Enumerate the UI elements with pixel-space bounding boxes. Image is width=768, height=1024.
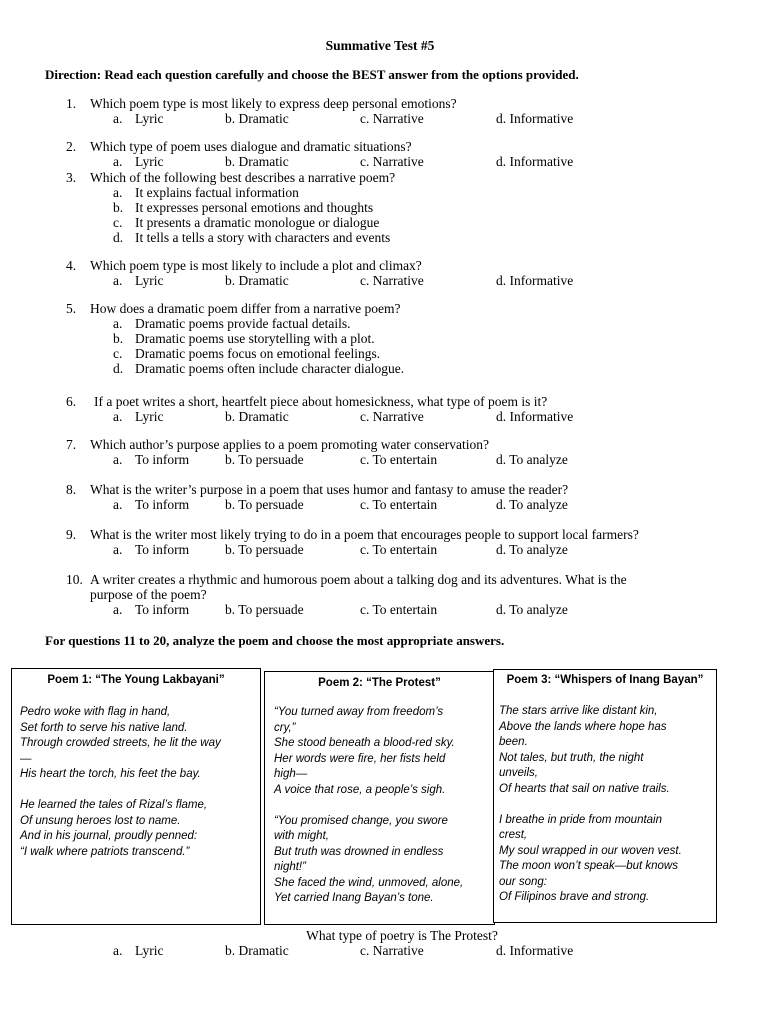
option-letter: b. <box>113 200 124 215</box>
option-c: c. Narrative <box>360 154 424 169</box>
option-a: Lyric <box>135 409 164 424</box>
option-a-letter: a. <box>113 542 123 557</box>
option-c: c. Narrative <box>360 111 424 126</box>
option-d: d. Informative <box>496 154 574 169</box>
list-option-d <box>0 230 760 245</box>
question-text: How does a dramatic poem differ from a narrative poem? <box>90 301 401 316</box>
option-row <box>0 497 760 512</box>
option-a: Lyric <box>135 273 164 288</box>
option-a: Lyric <box>135 943 164 958</box>
option-text: Dramatic poems use storytelling with a plot. <box>135 331 375 346</box>
option-letter: d. <box>113 230 124 245</box>
option-text: It tells a tells a story with characters and events <box>135 230 391 245</box>
poem-line: Above the lands where hope has <box>499 720 667 733</box>
poem-1-stanza-1 <box>20 705 260 783</box>
option-a-letter: a. <box>113 409 123 424</box>
option-a: To inform <box>135 497 190 512</box>
option-c: c. Narrative <box>360 943 424 958</box>
question-number: 10. <box>66 572 83 587</box>
option-c: c. Narrative <box>360 273 424 288</box>
option-a: Lyric <box>135 154 164 169</box>
poem-2-stanza-1 <box>274 705 494 798</box>
poem-line: crest, <box>499 829 528 841</box>
question-2 <box>0 139 760 169</box>
option-a-letter: a. <box>113 497 123 512</box>
question-number: 8. <box>66 482 77 497</box>
poem-line: “You turned away from freedom’s <box>274 706 444 718</box>
poem-line: Not tales, but truth, the night <box>499 751 644 764</box>
poem-line: unveils, <box>499 767 538 779</box>
option-row <box>0 111 760 126</box>
list-option-a <box>0 185 760 200</box>
option-d: d. To analyze <box>496 452 568 467</box>
option-b: b. To persuade <box>225 542 304 557</box>
poem-line: Yet carried Inang Bayan’s tone. <box>274 892 434 904</box>
option-d: d. Informative <box>496 409 574 424</box>
question-text: What is the writer most likely trying to do in a poem that encourages people to support local farmers? <box>90 527 639 542</box>
option-d: d. To analyze <box>496 497 568 512</box>
option-b: b. Dramatic <box>225 409 289 424</box>
poem-line: our song: <box>499 875 547 888</box>
option-c: c. To entertain <box>360 602 438 617</box>
poem-line: “I walk where patriots transcend.” <box>20 845 190 858</box>
list-option-a <box>0 316 760 331</box>
poem-3-stanza-2 <box>499 813 716 906</box>
question-text: What is the writer’s purpose in a poem that uses humor and fantasy to amuse the reader? <box>90 482 569 497</box>
option-b: b. To persuade <box>225 602 304 617</box>
poem-line: “You promised change, you swore <box>274 814 448 827</box>
option-row <box>0 542 760 557</box>
question-3 <box>0 170 760 245</box>
question-number: 2. <box>66 139 77 154</box>
list-option-b <box>0 331 760 346</box>
poem-1-box <box>11 668 261 925</box>
question-number: 3. <box>66 170 77 185</box>
option-c: c. To entertain <box>360 542 438 557</box>
poem-2-stanza-2 <box>274 814 494 907</box>
poem-line: But truth was drowned in endless <box>274 845 444 858</box>
poem-line: cry,” <box>274 721 296 734</box>
poem-1-stanza-2 <box>20 798 260 860</box>
poem-line: high— <box>274 768 308 780</box>
poem-line: And in his journal, proudly penned: <box>20 830 198 842</box>
option-d: d. Informative <box>496 943 574 958</box>
list-option-c <box>0 346 760 361</box>
option-letter: c. <box>113 346 123 361</box>
question-5 <box>0 301 760 376</box>
poem-line: Of hearts that sail on native trails. <box>499 782 670 795</box>
option-a-letter: a. <box>113 943 123 958</box>
poem-3-title: Poem 3: “Whispers of Inang Bayan” <box>506 674 704 686</box>
poem-3-box <box>493 669 717 923</box>
question-text-continued: purpose of the poem? <box>90 587 207 602</box>
option-text: Dramatic poems provide factual details. <box>135 316 351 331</box>
option-row <box>0 943 760 958</box>
poem-line: Through crowded streets, he lit the way <box>20 737 221 749</box>
option-row <box>0 409 760 424</box>
option-d: d. To analyze <box>496 602 568 617</box>
question-number: 7. <box>66 437 77 452</box>
option-text: It expresses personal emotions and thoughts <box>135 200 374 215</box>
option-b: b. Dramatic <box>225 943 289 958</box>
question-number: 1. <box>66 96 77 111</box>
question-number: 9. <box>66 527 77 542</box>
poem-line: She faced the wind, unmoved, alone, <box>274 876 464 889</box>
question-11-text: What type of poetry is The Protest? <box>306 928 498 943</box>
option-row <box>0 154 760 169</box>
option-d: d. Informative <box>496 111 574 126</box>
option-letter: b. <box>113 331 124 346</box>
question-text: Which poem type is most likely to include a plot and climax? <box>90 258 422 273</box>
question-number: 6. <box>66 394 77 409</box>
poem-line: night!” <box>274 861 306 873</box>
question-11-options <box>0 943 760 958</box>
poem-3-stanza-1 <box>499 704 716 797</box>
option-b: b. Dramatic <box>225 154 289 169</box>
directions: Direction: Read each question carefully and choose the BEST answer from the options provided. <box>45 67 579 82</box>
poem-line: Of Filipinos brave and strong. <box>499 891 650 903</box>
question-text: A writer creates a rhythmic and humorous poem about a talking dog and its adventures. What is the <box>90 572 627 587</box>
poem-line: Set forth to serve his native land. <box>20 721 188 734</box>
option-a-letter: a. <box>113 602 123 617</box>
option-b: b. To persuade <box>225 452 304 467</box>
option-b: b. Dramatic <box>225 273 289 288</box>
question-text: Which author’s purpose applies to a poem promoting water conservation? <box>90 437 490 452</box>
option-text: It presents a dramatic monologue or dialogue <box>135 215 380 230</box>
option-b: b. Dramatic <box>225 111 289 126</box>
option-c: c. To entertain <box>360 452 438 467</box>
option-d: d. Informative <box>496 273 574 288</box>
question-7 <box>0 437 760 467</box>
list-option-d <box>0 361 760 376</box>
option-b: b. To persuade <box>225 497 304 512</box>
poem-line: He learned the tales of Rizal’s flame, <box>20 799 208 811</box>
option-letter: d. <box>113 361 124 376</box>
option-a-letter: a. <box>113 452 123 467</box>
question-number: 5. <box>66 301 77 316</box>
option-a-letter: a. <box>113 154 123 169</box>
section-instructions: For questions 11 to 20, analyze the poem and choose the most appropriate answers. <box>45 633 505 648</box>
option-a: To inform <box>135 452 190 467</box>
poem-1-title: Poem 1: “The Young Lakbayani” <box>47 674 225 686</box>
poem-line: Of unsung heroes lost to name. <box>20 814 181 827</box>
poem-line: — <box>20 752 32 765</box>
poem-line: with might, <box>274 830 329 842</box>
list-option-b <box>0 200 760 215</box>
poem-line: A voice that rose, a people’s sigh. <box>274 783 446 796</box>
option-letter: a. <box>113 185 123 200</box>
question-9 <box>0 527 760 557</box>
option-a-letter: a. <box>113 273 123 288</box>
poem-line: Pedro woke with flag in hand, <box>20 706 171 718</box>
poem-line: His heart the torch, his feet the bay. <box>20 768 201 780</box>
option-d: d. To analyze <box>496 542 568 557</box>
option-a: To inform <box>135 542 190 557</box>
option-c: c. Narrative <box>360 409 424 424</box>
question-number: 4. <box>66 258 77 273</box>
poem-line: been. <box>499 736 528 748</box>
poem-line: Her words were fire, her fists held <box>274 752 446 765</box>
option-row <box>0 273 760 288</box>
poem-line: My soul wrapped in our woven vest. <box>499 844 682 857</box>
option-text: Dramatic poems often include character dialogue. <box>135 361 405 376</box>
option-c: c. To entertain <box>360 497 438 512</box>
option-row <box>0 452 760 467</box>
list-option-c <box>0 215 760 230</box>
question-text: If a poet writes a short, heartfelt piece about homesickness, what type of poem is it? <box>94 394 548 409</box>
poem-line: She stood beneath a blood-red sky. <box>274 737 455 749</box>
page-title: Summative Test #5 <box>325 38 435 53</box>
question-10 <box>0 572 760 617</box>
option-a-letter: a. <box>113 111 123 126</box>
option-a: To inform <box>135 602 190 617</box>
question-4 <box>0 258 760 288</box>
option-text: Dramatic poems focus on emotional feelings. <box>135 346 381 361</box>
option-text: It explains factual information <box>135 185 299 200</box>
question-8 <box>0 482 760 512</box>
option-letter: c. <box>113 215 123 230</box>
poem-line: I breathe in pride from mountain <box>499 813 663 826</box>
question-text: Which poem type is most likely to express deep personal emotions? <box>90 96 457 111</box>
question-text: Which of the following best describes a narrative poem? <box>90 170 396 185</box>
question-6 <box>0 394 760 424</box>
question-text: Which type of poem uses dialogue and dramatic situations? <box>90 139 412 154</box>
option-a: Lyric <box>135 111 164 126</box>
option-letter: a. <box>113 316 123 331</box>
poem-2-title: Poem 2: “The Protest” <box>318 677 441 689</box>
option-row <box>0 602 760 617</box>
poem-line: The moon won’t speak—but knows <box>499 860 678 872</box>
question-1 <box>0 96 760 126</box>
poem-line: The stars arrive like distant kin, <box>499 705 658 717</box>
poem-2-box <box>264 671 495 925</box>
